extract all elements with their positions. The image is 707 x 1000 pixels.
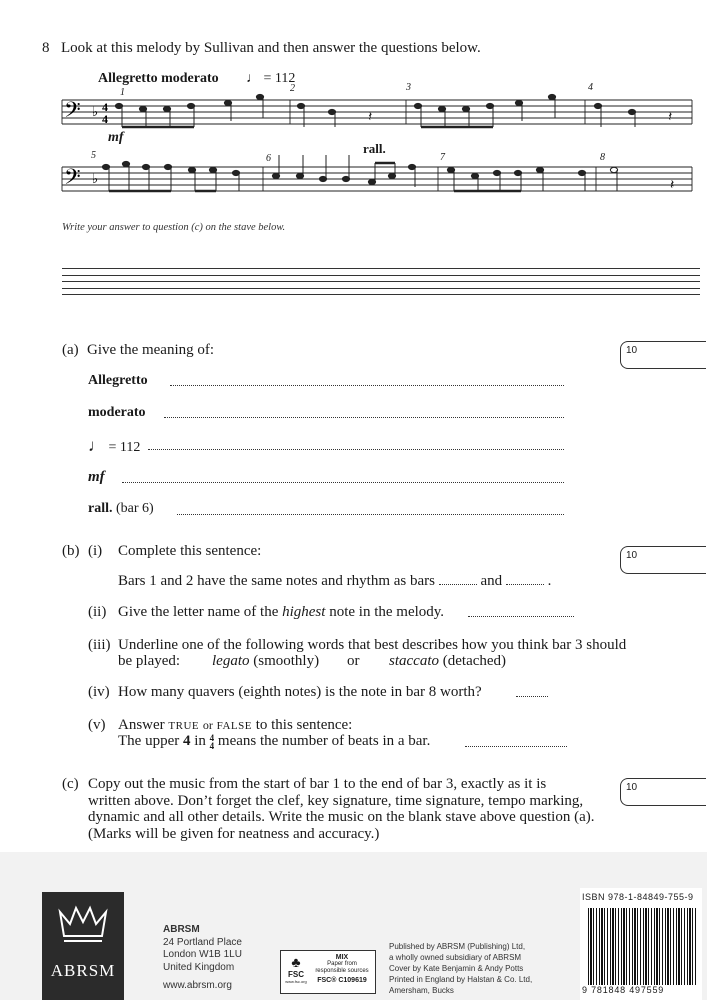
flat-icon: ♭ <box>92 105 99 120</box>
part-c-text <box>88 776 618 842</box>
marks-box-a: 10 <box>620 341 706 369</box>
rall-marking: rall. <box>363 141 386 156</box>
answer-line-highest-note[interactable] <box>468 603 574 617</box>
answer-line-true-false[interactable] <box>465 733 567 747</box>
c-line: Copy out the music from the start of bar 1 to the end of bar 3, exactly as it is <box>88 776 547 792</box>
part-b-i-text: Complete this sentence: <box>118 543 262 559</box>
fsc-tree-icon: ♣ FSC www.fsc.org <box>285 954 307 984</box>
b-v-text-a: Answer <box>118 717 165 733</box>
time-signature-inline: 4 4 <box>209 732 215 751</box>
c-line: dynamic and all other details. Write the music on the blank stave above question (a). <box>88 809 595 825</box>
answer-blank-bars-2[interactable] <box>506 572 544 585</box>
answer-line-mf[interactable] <box>122 467 564 483</box>
website-link[interactable]: www.abrsm.org <box>163 980 232 991</box>
fsc-badge <box>280 950 376 994</box>
flat-icon: ♭ <box>92 172 99 187</box>
footer <box>0 852 707 1000</box>
address-line: London W1B 1LU <box>163 949 242 960</box>
b-iii-or: or <box>347 653 360 669</box>
legato-desc: (smoothly) <box>253 653 320 669</box>
b-iii-text2: be played: <box>118 653 181 669</box>
answer-line-allegretto[interactable] <box>170 370 564 386</box>
term-tempo <box>88 436 140 456</box>
part-b-ii-label: (ii) <box>88 604 107 620</box>
bass-clef-icon: 𝄢 <box>64 98 81 128</box>
b-ii-text-a: Give the letter name of the <box>118 604 279 620</box>
time-sig-bottom: 4 <box>102 112 108 126</box>
crotchet-icon: ♩ <box>88 436 105 455</box>
b-v-sentence-a: The upper <box>118 733 180 749</box>
rest-icon: 𝄽 <box>668 110 673 125</box>
rest-icon: 𝄽 <box>368 110 373 125</box>
part-a-label: (a) <box>62 342 79 358</box>
crotchet-icon: ♩ <box>246 71 260 86</box>
bar-8-notes <box>610 167 674 193</box>
part-b-i-sentence: Bars 1 and 2 have the same notes and rhythm as bars and . <box>118 573 552 589</box>
fsc-site: www.fsc.org <box>285 979 307 984</box>
answer-line-quavers[interactable] <box>516 684 548 697</box>
term-rall-text: rall. <box>88 501 113 516</box>
part-b-v-label: (v) <box>88 717 106 733</box>
part-b-iv-text: How many quavers (eighth notes) is the note in bar 8 worth? <box>118 684 482 700</box>
bar-2-notes <box>297 103 372 127</box>
bar-number: 2 <box>290 83 295 94</box>
isbn-text: ISBN 978-1-84849-755-9 <box>582 892 694 902</box>
bar-number: 1 <box>120 87 125 98</box>
part-b-v-text <box>118 717 352 734</box>
staccato-word: staccato <box>389 653 439 669</box>
c-line: (Marks will be given for neatness and accuracy.) <box>88 825 380 842</box>
bass-clef-icon: 𝄢 <box>64 165 81 195</box>
term-tempo-value: = 112 <box>108 440 141 455</box>
b-i-sentence-text: Bars 1 and 2 have the same notes and rhythm as bars <box>118 573 435 589</box>
fsc-paper: Paper from <box>327 961 357 967</box>
term-mf: mf <box>88 469 105 485</box>
part-b-v-sentence <box>118 733 430 750</box>
b-v-sentence-c: means the number of beats in a bar. <box>217 733 431 749</box>
bar-number: 6 <box>266 153 271 164</box>
bar-number: 3 <box>406 82 411 93</box>
b-ii-highest: highest <box>282 604 326 620</box>
abrsm-logo <box>42 892 124 1000</box>
fsc-code: FSC® C109619 <box>317 977 367 984</box>
address-line: United Kingdom <box>163 961 235 973</box>
b-i-and: and <box>480 573 503 589</box>
address-line: ABRSM <box>163 924 200 935</box>
answer-line-moderato[interactable] <box>164 402 564 418</box>
part-b-iii-label: (iii) <box>88 637 111 653</box>
tempo-text: Allegretto moderato <box>98 71 219 86</box>
question-intro: Look at this melody by Sullivan and then answer the questions below. <box>61 40 481 56</box>
c-line: written above. Don’t forget the clef, key signature, time signature, tempo marking, <box>88 792 584 809</box>
bar-3-notes <box>414 94 555 127</box>
publisher-line: Cover by Kate Benjamin & Andy Potts <box>389 964 524 973</box>
answer-blank-bars-1[interactable] <box>439 572 477 585</box>
part-b-iv-label: (iv) <box>88 684 110 700</box>
answer-line-rall[interactable] <box>177 499 564 515</box>
b-v-true: TRUE <box>168 720 200 732</box>
publisher-info <box>389 941 532 996</box>
term-rall-note: (bar 6) <box>116 501 154 516</box>
term-allegretto: Allegretto <box>88 373 148 388</box>
b-v-text-b: to this sentence: <box>255 717 353 733</box>
barcode-panel <box>580 888 702 1000</box>
bar-number: 4 <box>588 82 593 93</box>
part-b-iii-text: Underline one of the following words that best describes how you think bar 3 should <box>118 637 627 653</box>
barcode-digits: 9 781848 497559 <box>580 985 702 995</box>
publisher-line: Published by ABRSM (Publishing) Ltd, <box>389 942 526 951</box>
publisher-line: Printed in England by Halstan & Co. Ltd, <box>389 975 533 984</box>
question-number: 8 <box>42 40 50 56</box>
answer-stave[interactable] <box>62 268 700 298</box>
b-v-four: 4 <box>182 733 191 749</box>
fsc-resp: responsible sources <box>315 968 369 974</box>
time-sig-top: 4 <box>102 100 108 114</box>
term-moderato: moderato <box>88 405 146 420</box>
part-b-label: (b) <box>62 543 80 559</box>
bar-4-notes <box>594 103 672 127</box>
b-v-or: or <box>202 718 213 732</box>
part-a-text: Give the meaning of: <box>87 342 215 358</box>
marks-box-c: 10 <box>620 778 706 806</box>
bar-6-notes <box>272 155 415 187</box>
melody-score <box>0 75 707 205</box>
bar-1-notes <box>115 94 263 127</box>
answer-line-tempo[interactable] <box>148 434 564 450</box>
publisher-line: a wholly owned subsidiary of ABRSM <box>389 953 522 962</box>
abrsm-address <box>163 924 242 993</box>
staccato-desc: (detached) <box>442 653 507 669</box>
b-v-sentence-b: in <box>194 733 206 749</box>
part-b-ii-text <box>118 604 444 621</box>
b-ii-text-b: note in the melody. <box>329 604 445 620</box>
b-v-false: FALSE <box>216 720 252 732</box>
crown-icon <box>42 892 124 952</box>
dynamic-marking: mf <box>108 130 124 145</box>
barcode-icon <box>588 908 696 988</box>
part-c-label: (c) <box>62 776 79 792</box>
bar-number: 7 <box>440 152 445 163</box>
tempo-value: = 112 <box>263 71 296 86</box>
rest-icon: 𝄽 <box>670 178 675 193</box>
part-b-iii-line2 <box>118 653 180 670</box>
part-b-i-label: (i) <box>88 543 103 559</box>
bar-5-notes <box>102 161 239 191</box>
address-line: 24 Portland Place <box>163 936 242 948</box>
legato-option[interactable] <box>212 653 319 670</box>
bar-number: 8 <box>600 152 605 163</box>
term-rall <box>88 501 154 517</box>
marks-box-b: 10 <box>620 546 706 574</box>
answer-instruction: Write your answer to question (c) on the stave below. <box>62 222 286 233</box>
legato-word: legato <box>212 653 250 669</box>
fsc-logo-text: FSC <box>288 970 304 979</box>
logo-text: ABRSM <box>50 961 116 980</box>
bar-number: 5 <box>91 150 96 161</box>
staccato-option[interactable] <box>389 653 506 670</box>
fsc-mix: MIX <box>335 954 349 961</box>
publisher-line: Amersham, Bucks <box>389 986 454 995</box>
